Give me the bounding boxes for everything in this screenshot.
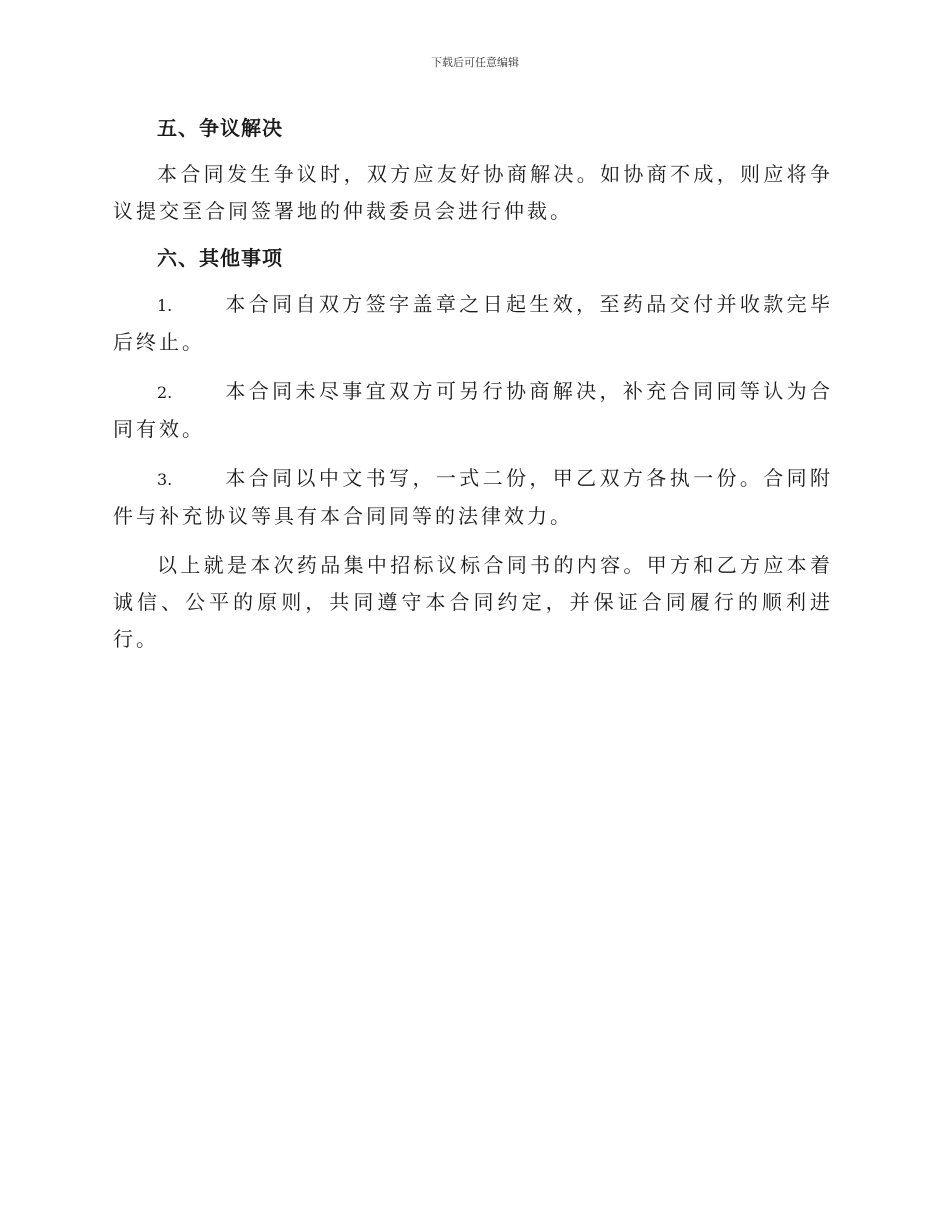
dispute-paragraph: 本合同发生争议时，双方应友好协商解决。如协商不成，则应将争议提交至合同签署地的仲裁委员会进行仲裁。 — [113, 162, 833, 223]
list-item-text: 本合同未尽事宜双方可另行协商解决，补充合同同等认为合同有效。 — [113, 379, 833, 441]
list-item — [113, 373, 833, 448]
list-item-number: 1. — [157, 296, 173, 315]
page-header-note: 下载后可任意编辑 — [431, 56, 519, 69]
section-heading-other: 六、其他事项 — [157, 246, 283, 270]
list-item — [113, 286, 833, 361]
closing-paragraph: 以上就是本次药品集中招标议标合同书的内容。甲方和乙方应本着诚信、公平的原则，共同遵守本合同约定，并保证合同履行的顺利进行。 — [113, 553, 833, 651]
list-item-number: 2. — [157, 383, 173, 402]
document-body — [113, 112, 833, 670]
list-item-text: 本合同自双方签字盖章之日起生效，至药品交付并收款完毕后终止。 — [113, 292, 833, 354]
list-item — [113, 460, 833, 535]
list-item-number: 3. — [157, 470, 173, 489]
section-heading-dispute: 五、争议解决 — [157, 116, 283, 140]
list-item-text: 本合同以中文书写，一式二份，甲乙双方各执一份。合同附件与补充协议等具有本合同同等的法律效力。 — [113, 466, 833, 528]
